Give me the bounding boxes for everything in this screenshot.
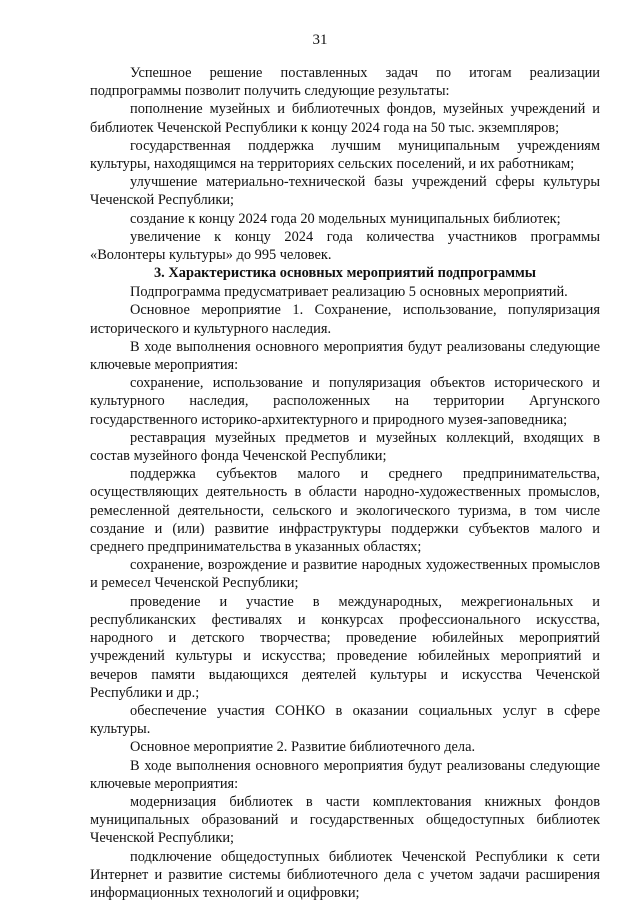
paragraph: Основное мероприятие 2. Развитие библиотечного дела. [130, 739, 476, 756]
paragraph: сохранение, использование и популяризация объектов исторического и культурного наследия, расположенных на территории Аргунского государственного историко-архитектурного и природного музея-заповедника; [90, 375, 600, 428]
paragraph: Основное мероприятие 1. Сохранение, использование, популяризация исторического и культурного наследия. [90, 302, 600, 337]
paragraph: Подпрограмма предусматривает реализацию 5 основных мероприятий. [130, 284, 568, 301]
paragraph: увеличение к концу 2024 года количества участников программы «Волонтеры культуры» до 995 человек. [90, 228, 600, 264]
paragraph: улучшение материально-технической базы учреждений сферы культуры Чеченской Республики; [90, 174, 600, 209]
document-body [90, 64, 600, 902]
paragraph: подключение общедоступных библиотек Чеченской Республики к сети Интернет и развитие системы библиотечного дела с учетом задачи расширения информационных технологий и оцифровки; [90, 848, 600, 901]
paragraph: сохранение, возрождение и развитие народных художественных промыслов и ремесел Чеченской Республики; [90, 557, 600, 592]
paragraph: Успешное решение поставленных задач по итогам реализации подпрограммы позволит получить следующие результаты: [90, 65, 600, 100]
paragraph: создание к концу 2024 года 20 модельных муниципальных библиотек; [130, 210, 561, 227]
page-number: 31 [312, 32, 328, 48]
paragraph: государственная поддержка лучшим муниципальным учреждениям культуры, находящимся на территориях сельских поселений, и их работникам; [90, 137, 600, 173]
section-heading: 3. Характеристика основных мероприятий подпрограммы [153, 265, 537, 282]
paragraph: модернизация библиотек в части комплектования книжных фондов муниципальных образований и государственных общедоступных библиотек Чеченской Республики; [90, 793, 600, 847]
paragraph: В ходе выполнения основного мероприятия будут реализованы следующие ключевые мероприятия: [90, 338, 600, 374]
paragraph: обеспечение участия СОНКО в оказании социальных услуг в сфере культуры. [90, 702, 600, 738]
paragraph: поддержка субъектов малого и среднего предпринимательства, осуществляющих деятельность в области народно-художественных промыслов, ремесленной деятельности, сельского и экологического туризма, в том числе создание и (или) развитие инфраструктуры поддержки субъектов малого и среднего предпринимательства в указанных областях; [90, 466, 600, 556]
paragraph: реставрация музейных предметов и музейных коллекций, входящих в состав музейного фонда Чеченской Республики; [90, 429, 600, 465]
paragraph: В ходе выполнения основного мероприятия будут реализованы следующие ключевые мероприятия: [90, 757, 600, 792]
paragraph: проведение и участие в международных, межрегиональных и республиканских фестивалях и конкурсах профессионального искусства, народного и детского творчества; проведение юбилейных мероприятий учреждений культуры и искусства; проведение юбилейных мероприятий и вечеров памяти выдающихся деятелей культуры и искусства Чеченской Республики и др.; [90, 593, 600, 701]
paragraph: пополнение музейных и библиотечных фондов, музейных учреждений и библиотек Чеченской Республики к концу 2024 года на 50 тыс. экземпляров; [90, 101, 600, 136]
